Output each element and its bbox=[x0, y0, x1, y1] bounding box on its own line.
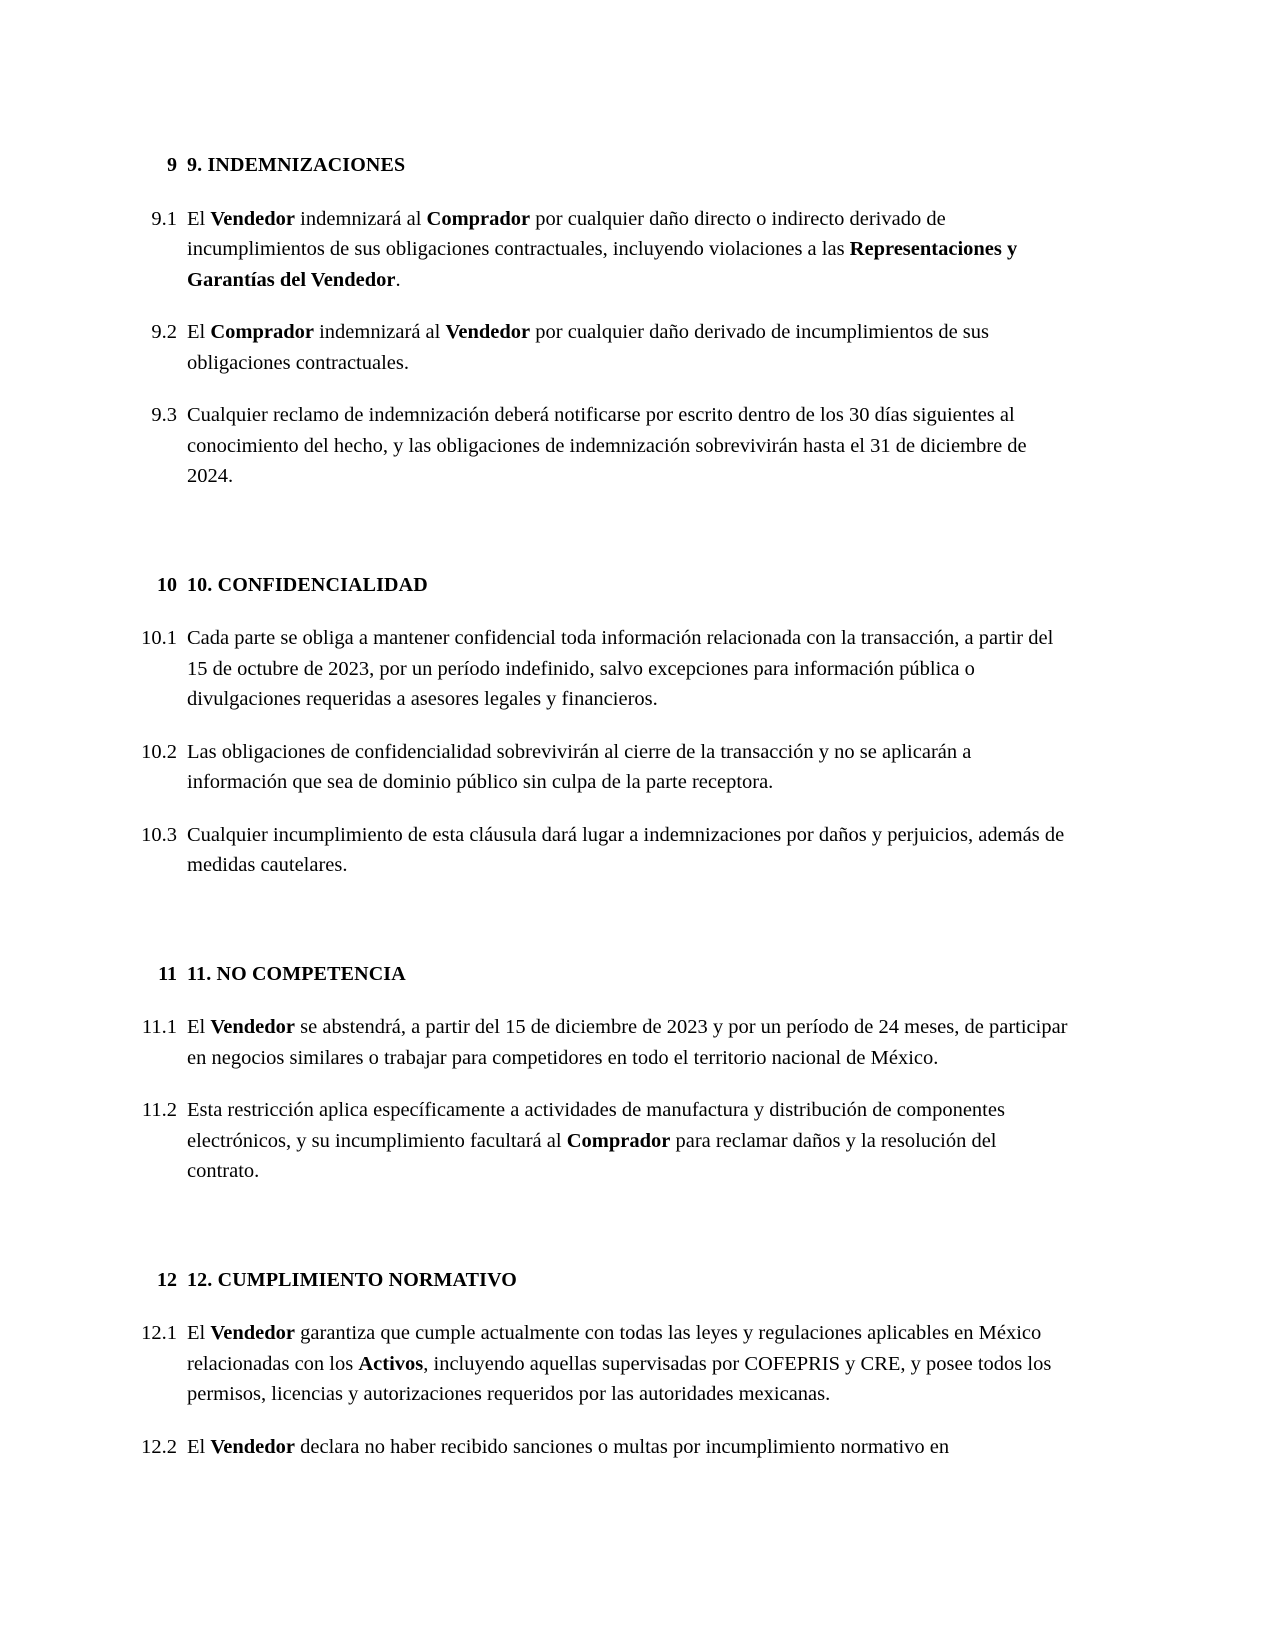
clause-text-run: El bbox=[187, 321, 211, 343]
clause-text bbox=[187, 1095, 1073, 1187]
clause-number: 10.3 bbox=[141, 823, 177, 846]
section-number: 12 bbox=[157, 1268, 177, 1291]
clause-number: 12.1 bbox=[141, 1322, 177, 1344]
clause-row bbox=[133, 1095, 1073, 1187]
clause-term-emphasis: Vendedor bbox=[445, 321, 531, 343]
clause-number: 9.1 bbox=[151, 207, 177, 230]
clause-text-run: Cualquier incumplimiento de esta cláusula dará lugar a indemnizaciones por daños y perjuicios, además de medidas cautelares. bbox=[187, 823, 1065, 876]
clause-term-emphasis: Representaciones y Garantías del Vendedor bbox=[187, 238, 1018, 291]
clause-term-emphasis: Vendedor bbox=[210, 207, 296, 230]
document-body bbox=[133, 150, 1073, 1484]
clause-text-run: Esta restricción aplica específicamente a actividades de manufactura y distribución de componentes electrónicos, y su incumplimiento facultará al bbox=[187, 1099, 1005, 1152]
clause-term-emphasis: Vendedor bbox=[210, 1016, 296, 1038]
clause-text-run: declara no haber recibido sanciones o multas por incumplimiento normativo en bbox=[295, 1435, 950, 1458]
clause-number: 12.2 bbox=[141, 1435, 177, 1458]
clause-term-emphasis: Comprador bbox=[210, 321, 314, 343]
clause-number: 11.1 bbox=[141, 1016, 177, 1038]
clause-text bbox=[187, 820, 1073, 881]
clause-text-run: Las obligaciones de confidencialidad sobrevivirán al cierre de la transacción y no se aplicarán a información que sea de dominio público sin culpa de la parte receptora. bbox=[187, 740, 972, 793]
clause-number: 10.1 bbox=[141, 627, 177, 649]
clause-row bbox=[133, 1432, 1073, 1463]
section-number: 9 bbox=[167, 154, 177, 176]
clause-row bbox=[133, 317, 1073, 378]
section-number: 10 bbox=[157, 573, 177, 596]
clause-row bbox=[133, 737, 1073, 798]
section-heading-text: 12. CUMPLIMIENTO NORMATIVO bbox=[187, 1268, 517, 1291]
clause-text bbox=[187, 623, 1073, 715]
clause-row bbox=[133, 1318, 1073, 1410]
clause-number: 9.3 bbox=[151, 404, 177, 426]
clause-row bbox=[133, 204, 1073, 296]
clause-row bbox=[133, 400, 1073, 492]
clause-text bbox=[187, 1012, 1073, 1073]
clause-number: 9.2 bbox=[151, 321, 177, 343]
clause-term-emphasis: Comprador bbox=[566, 1129, 671, 1152]
clause-text-run: Cada parte se obliga a mantener confidencial toda información relacionada con la transacción, a partir del 15 de octubre de 2023, por un período indefinido, salvo excepciones para información pública o divulgaciones requeridas a asesores legales y financieros. bbox=[187, 627, 1054, 710]
clause-text bbox=[187, 317, 1073, 378]
clause-text-run: por cualquier daño directo o indirecto derivado de incumplimientos de sus obligaciones contractuales, incluyendo violaciones a las bbox=[187, 207, 946, 260]
section-spacer bbox=[133, 903, 1073, 959]
clause-term-emphasis: Vendedor bbox=[210, 1435, 296, 1458]
clause-text-run: El bbox=[187, 1016, 211, 1038]
clause-text bbox=[187, 400, 1073, 492]
clause-text-run: El bbox=[187, 1435, 211, 1458]
section-heading-text: 9. INDEMNIZACIONES bbox=[187, 154, 406, 176]
clause-text-run: garantiza que cumple actualmente con todas las leyes y regulaciones aplicables en México relacionadas con los bbox=[187, 1322, 1042, 1375]
section-heading-row bbox=[133, 570, 1073, 601]
clause-text-run: El bbox=[187, 1322, 211, 1344]
clause-text-run: El bbox=[187, 207, 211, 230]
clause-text-run: , incluyendo aquellas supervisadas por COFEPRIS y CRE, y posee todos los permisos, licencias y autorizaciones requeridos por las autoridades mexicanas. bbox=[187, 1352, 1052, 1405]
clause-term-emphasis: Activos bbox=[358, 1352, 424, 1375]
clause-row bbox=[133, 820, 1073, 881]
clause-term-emphasis: Vendedor bbox=[210, 1322, 296, 1344]
section-spacer bbox=[133, 514, 1073, 570]
clause-text-run: indemnizará al bbox=[313, 321, 446, 343]
section-heading-row bbox=[133, 1265, 1073, 1296]
clause-text bbox=[187, 204, 1073, 296]
section-spacer bbox=[133, 1209, 1073, 1265]
section-heading-text: 10. CONFIDENCIALIDAD bbox=[187, 573, 428, 596]
section-number: 11 bbox=[158, 962, 177, 985]
clause-term-emphasis: Comprador bbox=[426, 207, 531, 230]
section-heading-text: 11. NO COMPETENCIA bbox=[187, 962, 406, 985]
clause-row bbox=[133, 623, 1073, 715]
clause-number: 10.2 bbox=[141, 740, 177, 763]
clause-number: 11.2 bbox=[141, 1099, 177, 1121]
clause-text-run: se abstendrá, a partir del 15 de diciembre de 2023 y por un período de 24 meses, de participar en negocios similares o trabajar para competidores en todo el territorio nacional de México. bbox=[187, 1016, 1068, 1069]
section-heading-row bbox=[133, 959, 1073, 990]
clause-text-run: . bbox=[395, 268, 401, 291]
section-heading-row bbox=[133, 150, 1073, 181]
clause-row bbox=[133, 1012, 1073, 1073]
clause-text-run: Cualquier reclamo de indemnización deberá notificarse por escrito dentro de los 30 días siguientes al conocimiento del hecho, y las obligaciones de indemnización sobrevivirán hasta el 31 de diciembre de 2024. bbox=[187, 404, 1027, 487]
clause-text-run: indemnizará al bbox=[295, 207, 427, 230]
clause-text-run: para reclamar daños y la resolución del contrato. bbox=[187, 1129, 997, 1182]
clause-text-run: por cualquier daño derivado de incumplimientos de sus obligaciones contractuales. bbox=[187, 321, 990, 374]
clause-text bbox=[187, 1318, 1073, 1410]
clause-text bbox=[187, 737, 1073, 798]
clause-text bbox=[187, 1432, 1073, 1463]
